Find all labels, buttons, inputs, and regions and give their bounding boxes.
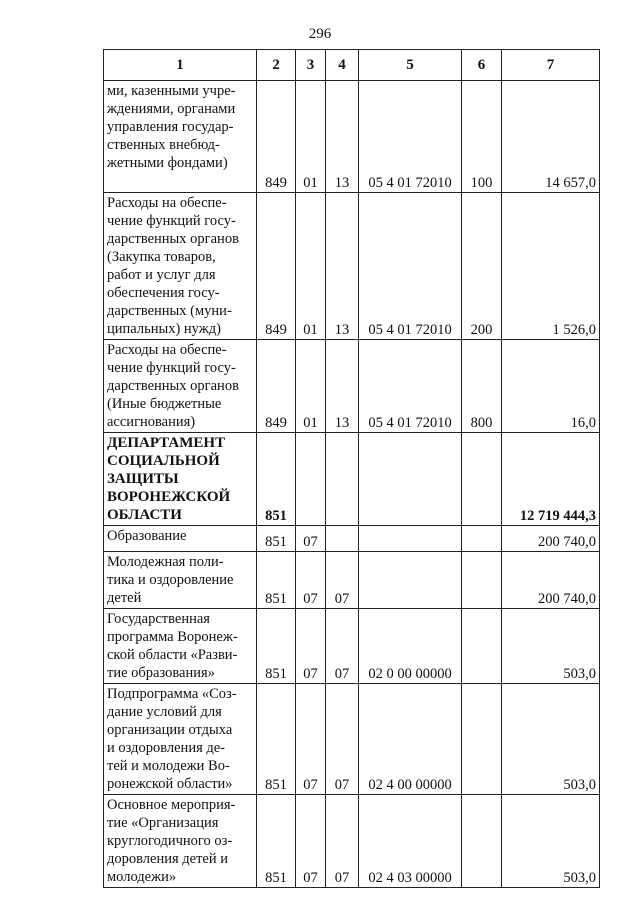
cell-section: 07 [296,609,326,684]
header-col-3: 3 [296,50,326,81]
cell-amount: 16,0 [502,340,600,433]
row-name: ми, казенными учре- ждениями, органами управления государ- ственных внебюд- жетными фондами) [104,81,257,193]
row-name: Основное мероприя- тие «Организация круглогодичного оз- доровления детей и молодежи» [104,795,257,888]
header-col-1: 1 [104,50,257,81]
cell-section: 07 [296,795,326,888]
row-name: ДЕПАРТАМЕНТ СОЦИАЛЬНОЙ ЗАЩИТЫ ВОРОНЕЖСКОЙ ОБЛАСТИ [104,433,257,526]
cell-expense-type [462,526,502,552]
cell-section: 01 [296,81,326,193]
row-name: Молодежная поли- тика и оздоровление детей [104,552,257,609]
cell-amount: 200 740,0 [502,526,600,552]
table-row [104,552,600,609]
cell-target-article: 02 0 00 00000 [359,609,462,684]
cell-target-article: 02 4 00 00000 [359,684,462,795]
table-row-department [104,433,600,526]
cell-subsection: 07 [326,684,359,795]
cell-target-article [359,433,462,526]
header-col-5: 5 [359,50,462,81]
cell-section: 07 [296,684,326,795]
cell-amount: 12 719 444,3 [502,433,600,526]
cell-section: 01 [296,340,326,433]
header-col-4: 4 [326,50,359,81]
cell-amount: 200 740,0 [502,552,600,609]
cell-subsection [326,526,359,552]
cell-amount: 503,0 [502,609,600,684]
cell-admin-code: 851 [257,433,296,526]
cell-target-article: 05 4 01 72010 [359,81,462,193]
cell-amount: 1 526,0 [502,193,600,340]
page-number: 296 [308,26,332,42]
header-col-7: 7 [502,50,600,81]
cell-expense-type [462,609,502,684]
cell-target-article [359,552,462,609]
cell-admin-code: 851 [257,609,296,684]
cell-amount: 503,0 [502,795,600,888]
cell-admin-code: 851 [257,684,296,795]
cell-admin-code: 851 [257,526,296,552]
cell-expense-type: 800 [462,340,502,433]
table-row [104,684,600,795]
cell-expense-type: 100 [462,81,502,193]
row-name: Образование [104,526,257,552]
cell-target-article: 02 4 03 00000 [359,795,462,888]
header-col-2: 2 [257,50,296,81]
cell-expense-type [462,552,502,609]
cell-section: 07 [296,552,326,609]
cell-subsection: 13 [326,340,359,433]
cell-expense-type [462,795,502,888]
cell-expense-type [462,433,502,526]
table-row [104,526,600,552]
cell-admin-code: 851 [257,552,296,609]
cell-admin-code: 851 [257,795,296,888]
cell-section: 07 [296,526,326,552]
row-name: Государственная программа Воронеж- ской области «Разви- тие образования» [104,609,257,684]
cell-subsection: 07 [326,609,359,684]
header-row [104,50,600,81]
cell-subsection: 07 [326,795,359,888]
cell-subsection: 07 [326,552,359,609]
cell-expense-type: 200 [462,193,502,340]
cell-section [296,433,326,526]
cell-section: 01 [296,193,326,340]
cell-target-article [359,526,462,552]
table-row [104,795,600,888]
cell-admin-code: 849 [257,340,296,433]
row-name: Расходы на обеспе- чение функций госу- дарственных органов (Иные бюджетные ассигнования) [104,340,257,433]
cell-subsection [326,433,359,526]
cell-subsection: 13 [326,81,359,193]
cell-expense-type [462,684,502,795]
table-row [104,81,600,193]
table-row [104,340,600,433]
cell-target-article: 05 4 01 72010 [359,193,462,340]
cell-amount: 14 657,0 [502,81,600,193]
row-name: Подпрограмма «Соз- дание условий для организации отдыха и оздоровления де- тей и молодежи Во- ронежской области» [104,684,257,795]
table-row [104,609,600,684]
cell-admin-code: 849 [257,81,296,193]
table-row [104,193,600,340]
cell-target-article: 05 4 01 72010 [359,340,462,433]
budget-table [103,49,600,888]
cell-admin-code: 849 [257,193,296,340]
cell-amount: 503,0 [502,684,600,795]
row-name: Расходы на обеспе- чение функций госу- дарственных органов (Закупка товаров, работ и услуг для обеспечения госу- дарственных (муни- ципальных) нужд) [104,193,257,340]
cell-subsection: 13 [326,193,359,340]
header-col-6: 6 [462,50,502,81]
